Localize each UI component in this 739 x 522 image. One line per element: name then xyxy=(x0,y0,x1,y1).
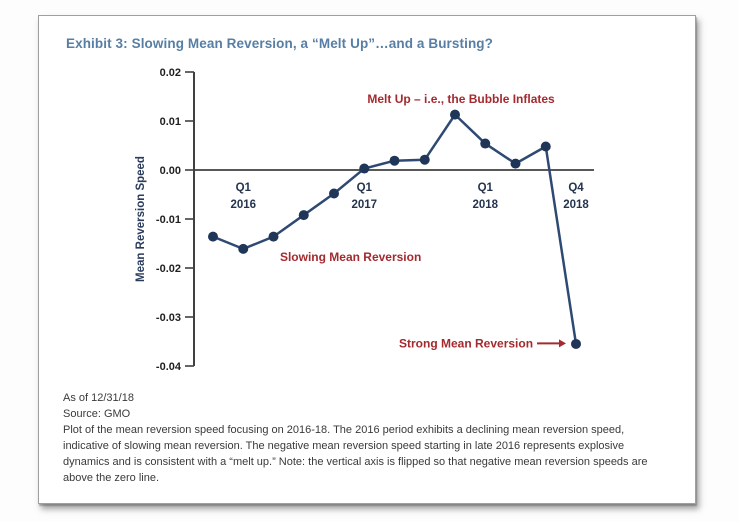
y-tick-label: -0.04 xyxy=(155,361,181,373)
description: Plot of the mean reversion speed focusing on 2016-18. The 2016 period exhibits a declining mean reversion speed, indicative of slowing mean reversion. The negative mean reversion speed starting in late 2016 represents explosive dynamics and is consistent with a “melt up.” Note: the vertical axis is flipped so that negative mean reversion speeds are above the zero line. xyxy=(63,424,648,484)
data-point-q2-2017 xyxy=(390,156,400,166)
as-of-line: As of 12/31/18 xyxy=(63,392,134,404)
chart-footnote xyxy=(63,390,651,486)
x-tick-label-quarter: Q4 xyxy=(568,182,584,194)
annotation-melt-up: Melt Up – i.e., the Bubble Inflates xyxy=(367,91,555,106)
x-tick-label-year: 2018 xyxy=(472,199,499,211)
x-tick-label-year: 2017 xyxy=(351,199,378,211)
data-point-q3-2017 xyxy=(420,155,430,165)
data-point-q4-2017 xyxy=(450,110,460,120)
data-point-q1-2016 xyxy=(238,244,248,254)
y-tick-label: -0.01 xyxy=(155,214,181,226)
data-point-q3-2016 xyxy=(299,210,309,220)
y-tick-label: -0.03 xyxy=(155,312,181,324)
data-line xyxy=(213,115,576,344)
data-point-q4-2016 xyxy=(329,189,339,199)
x-tick-label-quarter: Q1 xyxy=(235,182,251,194)
y-tick-label: 0.02 xyxy=(159,67,181,79)
y-tick-label: 0.01 xyxy=(159,116,181,128)
annotation-strong-mean-reversion: Strong Mean Reversion xyxy=(399,336,534,351)
data-point-q3-2018 xyxy=(541,141,551,151)
data-point-q4-2015 xyxy=(208,232,218,242)
exhibit-title: Exhibit 3: Slowing Mean Reversion, a “Melt Up”…and a Bursting? xyxy=(66,36,493,51)
document-page xyxy=(38,15,696,504)
annotation-slowing-mean-reversion: Slowing Mean Reversion xyxy=(279,250,422,265)
data-point-q1-2018 xyxy=(480,139,490,149)
y-tick-label: -0.02 xyxy=(155,263,181,275)
data-point-q1-2017 xyxy=(359,164,369,174)
x-tick-label-year: 2018 xyxy=(563,199,589,211)
y-axis-title: Mean Reversion Speed xyxy=(135,156,147,282)
mean-reversion-line-chart xyxy=(131,56,661,386)
data-point-q2-2016 xyxy=(269,232,279,242)
x-tick-label-quarter: Q1 xyxy=(356,182,372,194)
y-tick-label: 0.00 xyxy=(159,165,181,177)
x-tick-label-quarter: Q1 xyxy=(477,182,493,194)
annotation-arrowhead-icon xyxy=(559,339,566,347)
x-tick-label-year: 2016 xyxy=(230,199,257,211)
data-point-q4-2018 xyxy=(571,339,581,349)
source-line: Source: GMO xyxy=(63,408,131,420)
data-point-q2-2018 xyxy=(511,159,521,169)
chart-area xyxy=(131,56,661,386)
